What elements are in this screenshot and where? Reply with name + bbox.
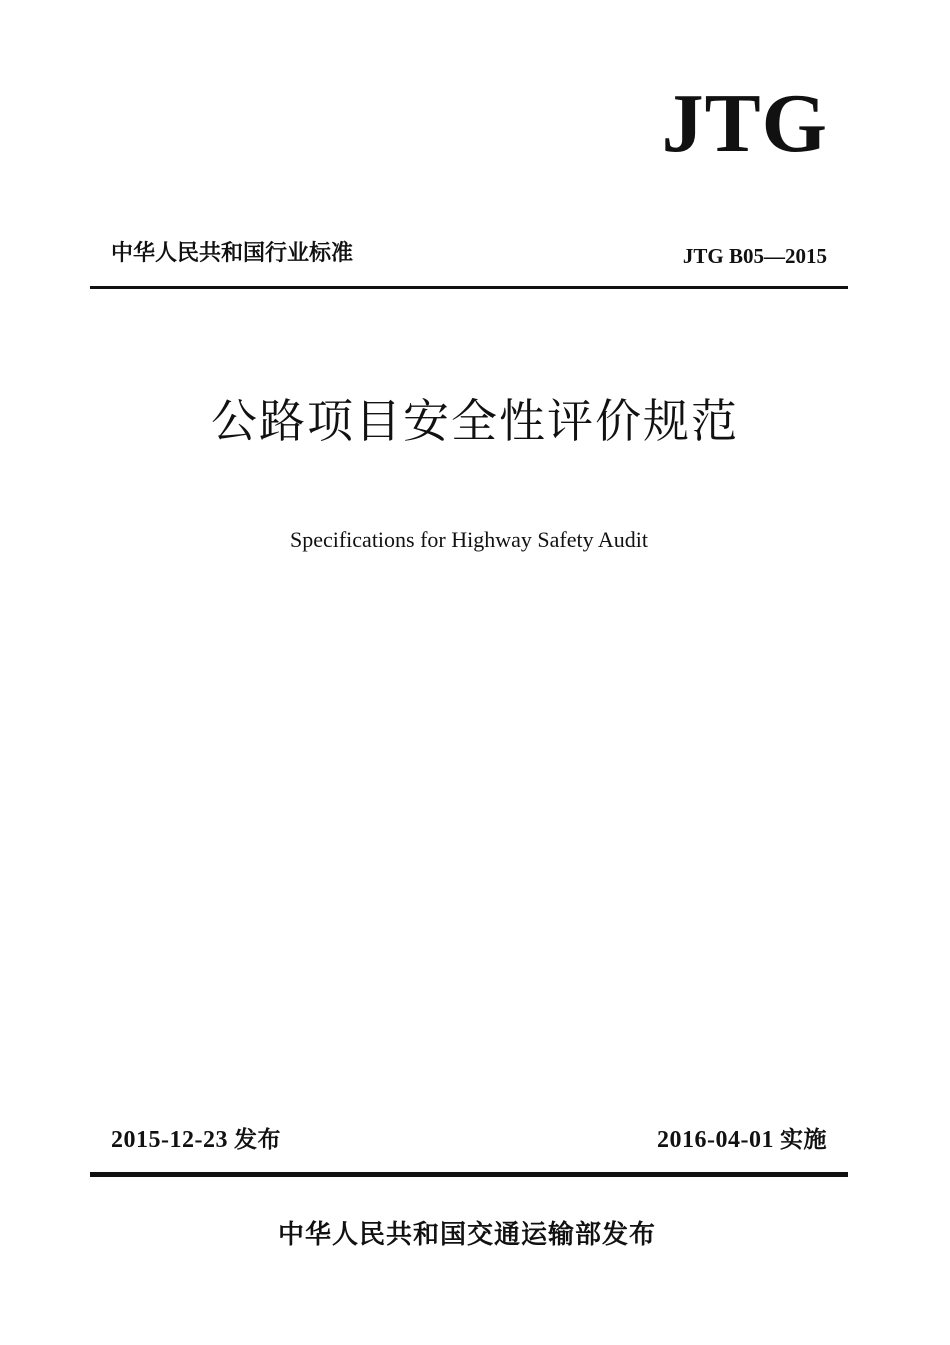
issue-label: 发布	[233, 1127, 281, 1153]
effective-date: 2016-04-01	[657, 1127, 774, 1153]
top-divider	[90, 286, 848, 289]
standard-category: 中华人民共和国行业标准	[111, 241, 354, 266]
jtg-logo: JTG	[661, 77, 828, 170]
effective-date-line	[657, 1125, 827, 1155]
document-title-chinese: 公路项目安全性评价规范	[211, 394, 739, 448]
standard-number: JTG B05—2015	[682, 244, 827, 268]
issue-date-line	[111, 1125, 281, 1155]
document-title-english: Specifications for Highway Safety Audit	[289, 527, 649, 552]
effective-label: 实施	[780, 1127, 827, 1153]
issue-date: 2015-12-23	[111, 1127, 228, 1153]
publisher: 中华人民共和国交通运输部发布	[277, 1220, 656, 1250]
bottom-divider	[90, 1172, 848, 1177]
